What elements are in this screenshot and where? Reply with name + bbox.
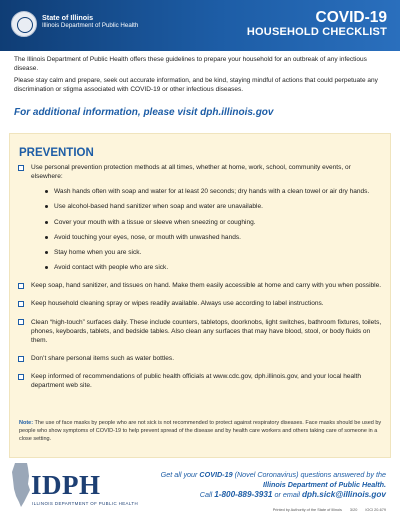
checkbox-icon[interactable] xyxy=(18,165,24,171)
checklist-item xyxy=(18,163,382,272)
checkbox-icon[interactable] xyxy=(18,374,24,380)
intro xyxy=(14,56,386,98)
title-line-1: COVID-19 xyxy=(315,9,387,26)
contact-line-2: Illinois Department of Public Health. xyxy=(262,479,386,489)
prevention-panel xyxy=(9,133,391,458)
page-title xyxy=(247,9,387,38)
state-seal-icon xyxy=(11,11,37,37)
checklist-item-text: Keep soap, hand sanitizer, and tissues on hand. Make them easily accessible at home and carry with you when possible. xyxy=(31,282,382,290)
checklist-item xyxy=(18,299,382,308)
agency-dept: Illinois Department of Public Health xyxy=(42,22,139,30)
header-banner xyxy=(0,0,400,51)
footer xyxy=(0,458,400,518)
agency-state: State of Illinois xyxy=(42,13,94,22)
contact-info xyxy=(161,470,386,501)
note-text: The use of face masks by people who are not sick is not recommended to protect against respiratory diseases. Face masks should be used by people who show symptoms of COVID-19 to help prevent spread of the disease and by health care workers and others taking care of someone in a close setting. xyxy=(19,420,382,442)
printed-by: Printed by Authority of the State of Illinois xyxy=(272,508,342,512)
checklist-item-text: Don’t share personal items such as water bottles. xyxy=(31,355,175,363)
print-code: IOCI 20-679 xyxy=(365,508,386,512)
contact-text: Get all your xyxy=(160,470,200,479)
illinois-map-icon xyxy=(11,462,31,508)
note-label: Note: xyxy=(19,420,34,426)
hotline-phone[interactable]: 1-800-889-3931 xyxy=(214,490,273,500)
title-line-2: HOUSEHOLD CHECKLIST xyxy=(246,26,387,39)
contact-email-link[interactable]: dph.sick@illinois.gov xyxy=(302,490,386,500)
checklist-item xyxy=(18,281,382,290)
contact-text: (Novel Coronavirus) questions answered by the xyxy=(232,470,386,479)
intro-paragraph-2: Please stay calm and prepare, seek out accurate information, and be kind, staying mindful of actions that could perpetuate any discrimination or stigma associated with COVID-19 or other infectious diseases. xyxy=(14,76,378,93)
print-info xyxy=(265,508,386,512)
idph-logo-subtitle: ILLINOIS DEPARTMENT OF PUBLIC HEALTH xyxy=(32,501,139,506)
idph-logo: IDPH xyxy=(31,470,101,500)
checklist-item-text: Clean “high-touch” surfaces daily. These include counters, tabletops, doorknobs, light switches, bathroom fixtures, toilets, phones, keyboards, tablets, and bedside tables. Also clean any surfaces that may have blood, stool, or body fluids on them. xyxy=(31,318,382,344)
checklist-item-text: Keep household cleaning spray or wipes readily available. Always use according to label instructions. xyxy=(31,300,324,308)
contact-line-1 xyxy=(161,470,386,480)
sub-bullet: Avoid contact with people who are sick. xyxy=(31,263,382,272)
print-date: 3/20 xyxy=(349,508,358,512)
contact-text: Call xyxy=(199,490,215,500)
contact-line-3 xyxy=(161,489,386,500)
prevention-heading: PREVENTION xyxy=(19,147,94,159)
note xyxy=(19,420,385,444)
sub-bullet: Cover your mouth with a tissue or sleeve when sneezing or coughing. xyxy=(31,218,382,227)
checklist-item xyxy=(18,354,382,363)
checkbox-icon[interactable] xyxy=(18,301,24,307)
more-info-link[interactable]: For additional information, please visit dph.illinois.gov xyxy=(14,107,274,118)
sub-bullet: Use alcohol-based hand sanitizer when soap and water are unavailable. xyxy=(31,202,382,211)
checklist-item xyxy=(18,372,382,390)
checkbox-icon[interactable] xyxy=(18,283,24,289)
contact-covid: COVID-19 xyxy=(199,470,233,479)
sub-bullet: Stay home when you are sick. xyxy=(31,248,382,257)
checklist-item-text: Use personal prevention protection methods at all times, whether at home, work, school, community events, or elsewhere: xyxy=(31,164,351,181)
agency-name xyxy=(42,14,138,29)
sub-bullet: Avoid touching your eyes, nose, or mouth with unwashed hands. xyxy=(31,233,382,242)
checklist xyxy=(18,163,382,391)
checkbox-icon[interactable] xyxy=(18,356,24,362)
checkbox-icon[interactable] xyxy=(18,319,24,325)
contact-text: or email xyxy=(272,490,303,500)
checklist-item-text: Keep informed of recommendations of public health officials at www.cdc.gov, dph.illinois.gov, and your local health department web site. xyxy=(31,373,362,390)
intro-paragraph-1: The Illinois Department of Public Health offers these guidelines to prepare your household for an outbreak of any infectious disease. xyxy=(14,56,367,72)
sub-bullet: Wash hands often with soap and water for at least 20 seconds; dry hands with a clean towel or air dry hands. xyxy=(31,187,382,196)
checklist-item xyxy=(18,318,382,345)
